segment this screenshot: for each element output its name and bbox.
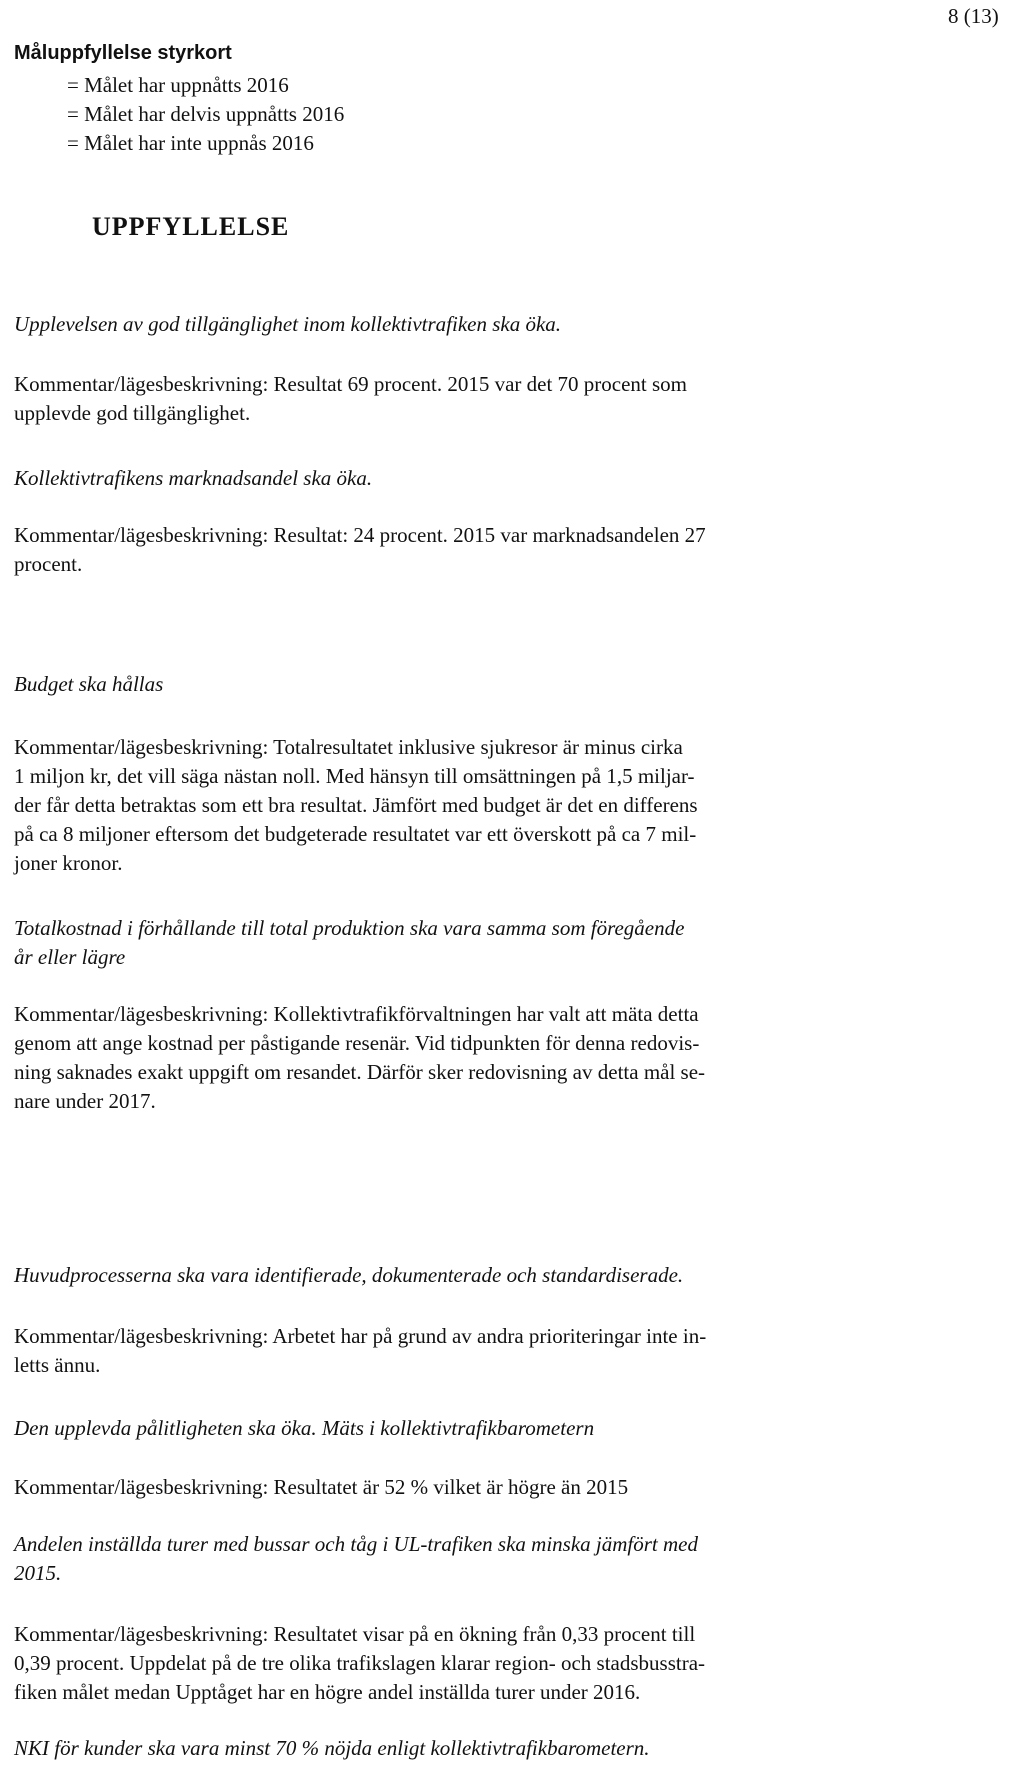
legend-partially-achieved: = Målet har delvis uppnåtts 2016 xyxy=(67,102,345,126)
goal-market-share: Kollektivtrafikens marknadsandel ska öka. xyxy=(14,466,373,490)
comment-market-share: Kommentar/lägesbeskrivning: Resultat: 24 procent. 2015 var marknadsandelen 27 procent. xyxy=(14,523,706,576)
goal-nki: NKI för kunder ska vara minst 70 % nöjda enligt kollektivtrafikbarometern. xyxy=(14,1736,650,1760)
comment-accessibility: Kommentar/lägesbeskrivning: Resultat 69 procent. 2015 var det 70 procent som upplevde god tillgänglighet. xyxy=(14,372,688,425)
comment-total-cost: Kommentar/lägesbeskrivning: Kollektivtrafikförvaltningen har valt att mäta detta genom att ange kostnad per påstigande resenär. Vid tidpunkten för denna redovis- ning saknades exakt uppgift om resandet. Därför sker redovisning av detta mål se- nare under 2017. xyxy=(14,1002,706,1113)
goal-total-cost: Totalkostnad i förhållande till total produktion ska vara samma som föregående år eller lägre xyxy=(14,916,685,969)
legend-not-achieved: = Målet har inte uppnås 2016 xyxy=(67,131,314,155)
goal-accessibility: Upplevelsen av god tillgänglighet inom kollektivtrafiken ska öka. xyxy=(14,312,562,336)
goal-main-processes: Huvudprocesserna ska vara identifierade, dokumenterade och standardiserade. xyxy=(14,1263,684,1287)
comment-reliability: Kommentar/lägesbeskrivning: Resultatet är 52 % vilket är högre än 2015 xyxy=(14,1475,629,1499)
goal-budget: Budget ska hållas xyxy=(14,672,164,696)
legend xyxy=(67,70,344,157)
comment-cancelled-trips: Kommentar/lägesbeskrivning: Resultatet visar på en ökning från 0,33 procent till 0,39 procent. Uppdelat på de tre olika trafikslagen klarar region- och stadsbusstra- fiken målet medan Upptåget har en högre andel inställda turer under 2016. xyxy=(14,1622,706,1704)
legend-achieved: = Målet har uppnåtts 2016 xyxy=(67,73,289,97)
goal-cancelled-trips: Andelen inställda turer med bussar och tåg i UL-trafiken ska minska jämfört med 2015. xyxy=(14,1532,698,1585)
comment-budget: Kommentar/lägesbeskrivning: Totalresultatet inklusive sjukresor är minus cirka 1 miljon kr, det vill säga nästan noll. Med hänsyn till omsättningen på 1,5 miljar- der får detta betraktas som ett bra resultat. Jämfört med budget är det en differens på ca 8 miljoner eftersom det budgeterade resultatet var ett överskott på ca 7 mil- joner kronor. xyxy=(14,735,698,875)
goal-reliability: Den upplevda pålitligheten ska öka. Mäts i kollektivtrafikbarometern xyxy=(14,1416,595,1440)
page-number: 8 (13) xyxy=(948,4,999,28)
uppfyllelse-title: UPPFYLLELSE xyxy=(92,212,290,241)
comment-main-processes: Kommentar/lägesbeskrivning: Arbetet har på grund av andra prioriteringar inte in- letts ännu. xyxy=(14,1324,707,1377)
scorecard-heading: Måluppfyllelse styrkort xyxy=(14,42,232,64)
